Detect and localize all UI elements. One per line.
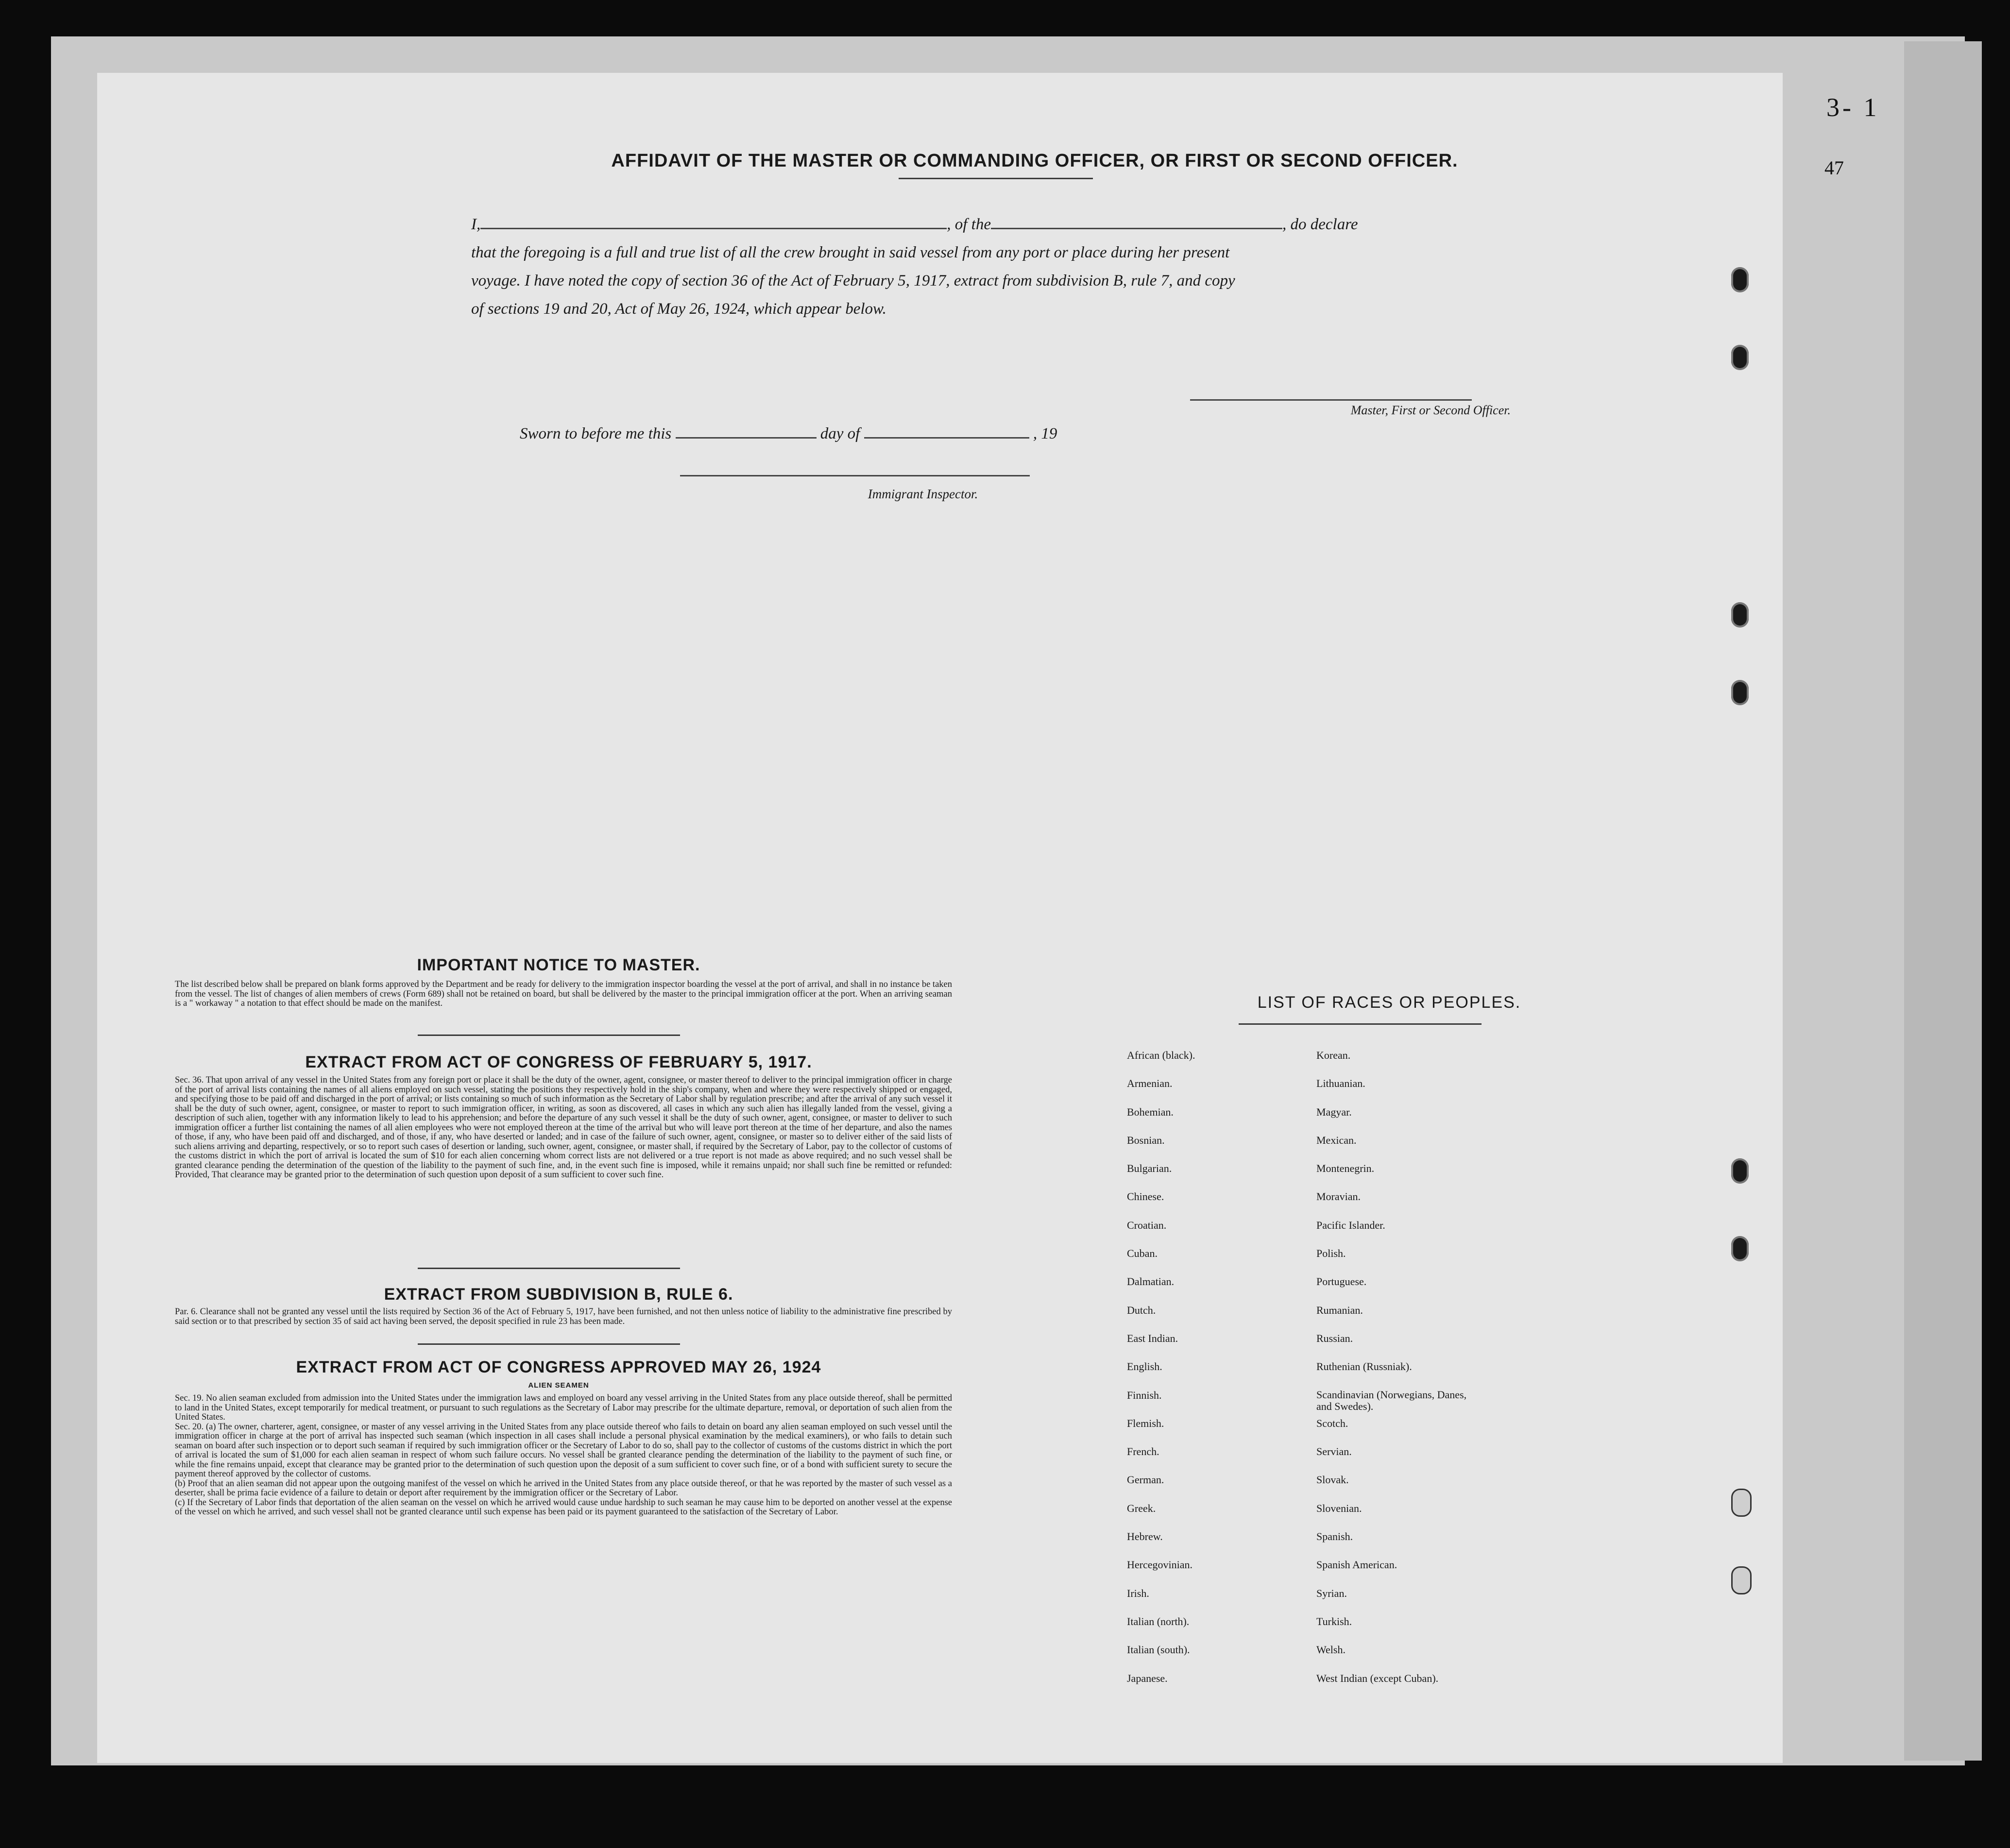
race-item: Spanish. xyxy=(1316,1530,1353,1543)
race-item: Bohemian. xyxy=(1127,1105,1174,1118)
affidavit-title: AFFIDAVIT OF THE MASTER OR COMMANDING OFFICER, OR FIRST OR SECOND OFFICER. xyxy=(611,151,1458,171)
extract-1917-rule xyxy=(418,1268,680,1269)
sec-19-text: Sec. 19. No alien seaman excluded from admission into the United States under the immigration laws and employed on board any vessel arriving in the United States from any place outside thereof, shall be permitted to land in the United States, except temporarily for medical treatment, or pursuant to such regulations as the Secretary of Labor may prescribe for the ultimate departure, removal, or deportation of such alien from the United States. xyxy=(175,1393,952,1422)
race-item: Lithuanian. xyxy=(1316,1077,1365,1090)
race-item: Rumanian. xyxy=(1316,1304,1363,1316)
race-item: German. xyxy=(1127,1474,1164,1486)
race-item: Croatian. xyxy=(1127,1219,1167,1231)
races-title: LIST OF RACES OR PEOPLES. xyxy=(1257,993,1521,1012)
affidavit-line-1 xyxy=(471,210,1520,238)
sworn-month-field[interactable] xyxy=(864,424,1029,439)
sec-20b-text: (b) Proof that an alien seaman did not appear upon the outgoing manifest of the vessel on which he arrived in the United States from any place outside thereof, or that he was reported by the master of such vessel as a deserter, shall be prima facie evidence of a failure to detain or deport after requirement by the immigration officer or the Secretary of Labor. xyxy=(175,1478,952,1498)
race-item: Montenegrin. xyxy=(1316,1162,1375,1175)
inspector-signature-field[interactable] xyxy=(680,475,1030,476)
punch-hole xyxy=(1731,1158,1749,1184)
affidavit-line-4: of sections 19 and 20, Act of May 26, 1924, which appear below. xyxy=(471,300,886,318)
sec-20c-text: (c) If the Secretary of Labor finds that deportation of the alien seaman on the vessel on which he arrived would cause undue hardship to such seaman he may cause him to be deported on another vessel at the expense of the vessel on which he arrived, and such vessel shall not be granted clearance until such expense has been paid or its payment guaranteed to the satisfaction of the Secretary of Labor. xyxy=(175,1497,952,1517)
extract-1924-title: EXTRACT FROM ACT OF CONGRESS APPROVED MAY 26, 1924 xyxy=(296,1358,821,1376)
form-page xyxy=(97,73,1783,1763)
master-caption: Master, First or Second Officer. xyxy=(1350,403,1511,417)
race-item: Russian. xyxy=(1316,1332,1353,1344)
punch-hole xyxy=(1731,680,1749,705)
race-item: Servian. xyxy=(1316,1445,1352,1458)
race-item: Hebrew. xyxy=(1127,1530,1163,1543)
extract-1917-text: Sec. 36. That upon arrival of any vessel in the United States from any foreign port or place it shall be the duty of the owner, agent, consignee, or master thereof to deliver to the principal immigration officer in charge of the port of arrival lists containing the names of all aliens employed on such vessel, stating the positions they respectively hold in the ship's company, when and where they were respectively shipped or engaged, and specifying those to be paid off and discharged in the port of arrival; or lists containing so much of such information as the Secretary of Labor shall by regulation prescribe; and after the arrival of any such vessel it shall be the duty of such owner, agent, consignee, or master to report to such immigration officer, in writing, as soon as discovered, all cases in which any such alien has illegally landed from the vessel, giving a description of such alien, together with any information likely to lead to his apprehension; and before the departure of any such vessel it shall be the duty of such owner, agent, consignee, or master to deliver to such immigration officer a further list containing the names of all alien employees who were not employed thereon at the time of the arrival but who will leave port thereon at the time of her departure, and also the names of those, if any, who have been paid off and discharged, and of those, if any, who have deserted or landed; and in case of the failure of such owner, agent, consignee, or master so to deliver either of the said lists of such aliens arriving and departing, respectively, or so to report such cases of desertion or landing, such owner, agent, consignee, or master shall, if required by the Secretary of Labor, pay to the collector of customs of the customs district in which the port of arrival is located the sum of $10 for each alien concerning whom correct lists are not delivered or a true report is not made as above required; and no such vessel shall be granted clearance pending the determination of the question of the liability to the payment of such fine, and, in the event such fine is imposed, while it remains unpaid; nor shall such fine be remitted or refunded: Provided, That clearance may be granted prior to the determination of such question upon deposit of a sum sufficient to cover such fine. xyxy=(175,1075,952,1180)
race-item: Ruthenian (Russniak). xyxy=(1316,1360,1412,1373)
master-name-field[interactable] xyxy=(480,213,947,229)
race-item: Dalmatian. xyxy=(1127,1275,1175,1288)
notice-text: The list described below shall be prepared on blank forms approved by the Department and be ready for delivery to the immigration inspector boarding the vessel at the port of arrival, and shall in no instance be taken from the vessel. The list of changes of alien members of crews (Form 689) shall not be retained on board, but shall be delivered by the master to the principal immigration officer at the port. When an arriving seaman is a " workaway " a notation to that effect should be made on the manifest. xyxy=(175,980,952,1008)
race-item: Spanish American. xyxy=(1316,1559,1397,1571)
notice-rule xyxy=(418,1034,680,1036)
affidavit-do-declare: , do declare xyxy=(1282,216,1358,233)
race-item: East Indian. xyxy=(1127,1332,1178,1344)
race-item: Moravian. xyxy=(1316,1190,1361,1203)
race-item: Chinese. xyxy=(1127,1190,1164,1203)
race-item: Flemish. xyxy=(1127,1417,1164,1429)
punch-hole xyxy=(1731,1489,1752,1517)
extract-rule6-rule xyxy=(418,1343,680,1345)
affidavit-body xyxy=(471,210,1520,323)
sworn-year: , 19 xyxy=(1033,425,1057,442)
race-item: Slovak. xyxy=(1316,1474,1349,1486)
race-item: Slovenian. xyxy=(1316,1502,1362,1514)
race-item: French. xyxy=(1127,1445,1159,1458)
race-item: Bulgarian. xyxy=(1127,1162,1172,1175)
race-item: African (black). xyxy=(1127,1049,1195,1061)
extract-1924-subtitle: ALIEN SEAMEN xyxy=(528,1381,589,1390)
extract-rule6-text: Par. 6. Clearance shall not be granted any vessel until the lists required by Section 36 of the Act of February 5, 1917, have been furnished, and not then unless notice of liability to the administrative fine prescribed by said section or to that prescribed by section 35 of said act having been served, the deposit specified in rule 23 has been made. xyxy=(175,1307,952,1326)
extract-1924-body xyxy=(175,1394,952,1517)
race-item: Magyar. xyxy=(1316,1105,1352,1118)
inspector-caption: Immigrant Inspector. xyxy=(868,487,978,501)
affidavit-i: I, xyxy=(471,216,481,233)
back-sheet-edge xyxy=(1904,41,1982,1761)
race-item: Portuguese. xyxy=(1316,1275,1367,1288)
race-item: West Indian (except Cuban). xyxy=(1316,1672,1439,1684)
handwritten-sheet-marks: 3- 1 xyxy=(1826,93,1880,122)
race-item: Scotch. xyxy=(1316,1417,1348,1429)
races-left-column xyxy=(1127,1049,1195,1700)
race-item: Welsh. xyxy=(1316,1644,1346,1656)
affidavit-line-3: voyage. I have noted the copy of section 36 of the Act of February 5, 1917, extract from subdivision B, rule 7, and copy xyxy=(471,272,1235,289)
race-item: Irish. xyxy=(1127,1587,1149,1599)
race-item: English. xyxy=(1127,1360,1162,1373)
title-rule xyxy=(899,178,1093,179)
race-item: Greek. xyxy=(1127,1502,1156,1514)
sec-20a-text: Sec. 20. (a) The owner, charterer, agent, consignee, or master of any vessel arriving in the United States from any place outside thereof who fails to detain on board any alien seaman employed on such vessel until the immigration officer in charge at the port of arrival has inspected such seaman (which inspection in all cases shall include a personal physical examination by the medical examiners), or who fails to detain such seaman on board after such inspection or to deport such seaman if required by such immigration officer or the Secretary of Labor to do so, shall pay to the collector of customs of the customs district in which the port of arrival is located the sum of $1,000 for each alien seaman in respect of whom such failure occurs. No vessel shall be granted clearance pending the determination of the liability to the payment of such fine, or while the fine remains unpaid, except that clearance may be granted prior to the determination of such question upon the deposit of a sum sufficient to cover such fine, or of a bond with sufficient surety to secure the payment thereof approved by the collector of customs. xyxy=(175,1422,952,1479)
affidavit-line-2: that the foregoing is a full and true list of all the crew brought in said vessel from any port or place during her present xyxy=(471,244,1230,261)
punch-hole xyxy=(1731,1566,1752,1594)
races-rule xyxy=(1239,1023,1482,1025)
race-item: Italian (south). xyxy=(1127,1644,1190,1656)
race-item: Pacific Islander. xyxy=(1316,1219,1385,1231)
race-item: Korean. xyxy=(1316,1049,1351,1061)
race-item: Cuban. xyxy=(1127,1247,1158,1260)
sworn-day-of: day of xyxy=(820,425,860,442)
punch-hole xyxy=(1731,267,1749,292)
races-right-column xyxy=(1316,1049,1472,1700)
sworn-day-field[interactable] xyxy=(676,424,817,439)
race-item: Syrian. xyxy=(1316,1587,1347,1599)
punch-hole xyxy=(1731,345,1749,370)
sworn-prefix: Sworn to before me this xyxy=(520,425,672,442)
race-item: Turkish. xyxy=(1316,1615,1352,1628)
sworn-line xyxy=(520,424,1057,443)
handwritten-page-number: 47 xyxy=(1824,157,1844,179)
affidavit-of-the: , of the xyxy=(947,216,991,233)
race-item: Japanese. xyxy=(1127,1672,1168,1684)
race-item: Mexican. xyxy=(1316,1134,1357,1146)
race-item: Hercegovinian. xyxy=(1127,1559,1192,1571)
race-item: Polish. xyxy=(1316,1247,1346,1260)
extract-1917-title: EXTRACT FROM ACT OF CONGRESS OF FEBRUARY 5, 1917. xyxy=(305,1053,812,1071)
race-item: Scandinavian (Norwegians, Danes, and Swedes). xyxy=(1316,1388,1467,1412)
punch-hole xyxy=(1731,1236,1749,1261)
vessel-name-field[interactable] xyxy=(991,213,1282,229)
race-item: Finnish. xyxy=(1127,1389,1162,1401)
extract-rule6-title: EXTRACT FROM SUBDIVISION B, RULE 6. xyxy=(384,1285,733,1304)
race-item: Bosnian. xyxy=(1127,1134,1165,1146)
race-item: Italian (north). xyxy=(1127,1615,1190,1628)
punch-hole xyxy=(1731,602,1749,627)
master-signature-field[interactable] xyxy=(1190,399,1472,401)
race-item: Dutch. xyxy=(1127,1304,1156,1316)
notice-title: IMPORTANT NOTICE TO MASTER. xyxy=(417,956,700,974)
race-item: Armenian. xyxy=(1127,1077,1173,1090)
